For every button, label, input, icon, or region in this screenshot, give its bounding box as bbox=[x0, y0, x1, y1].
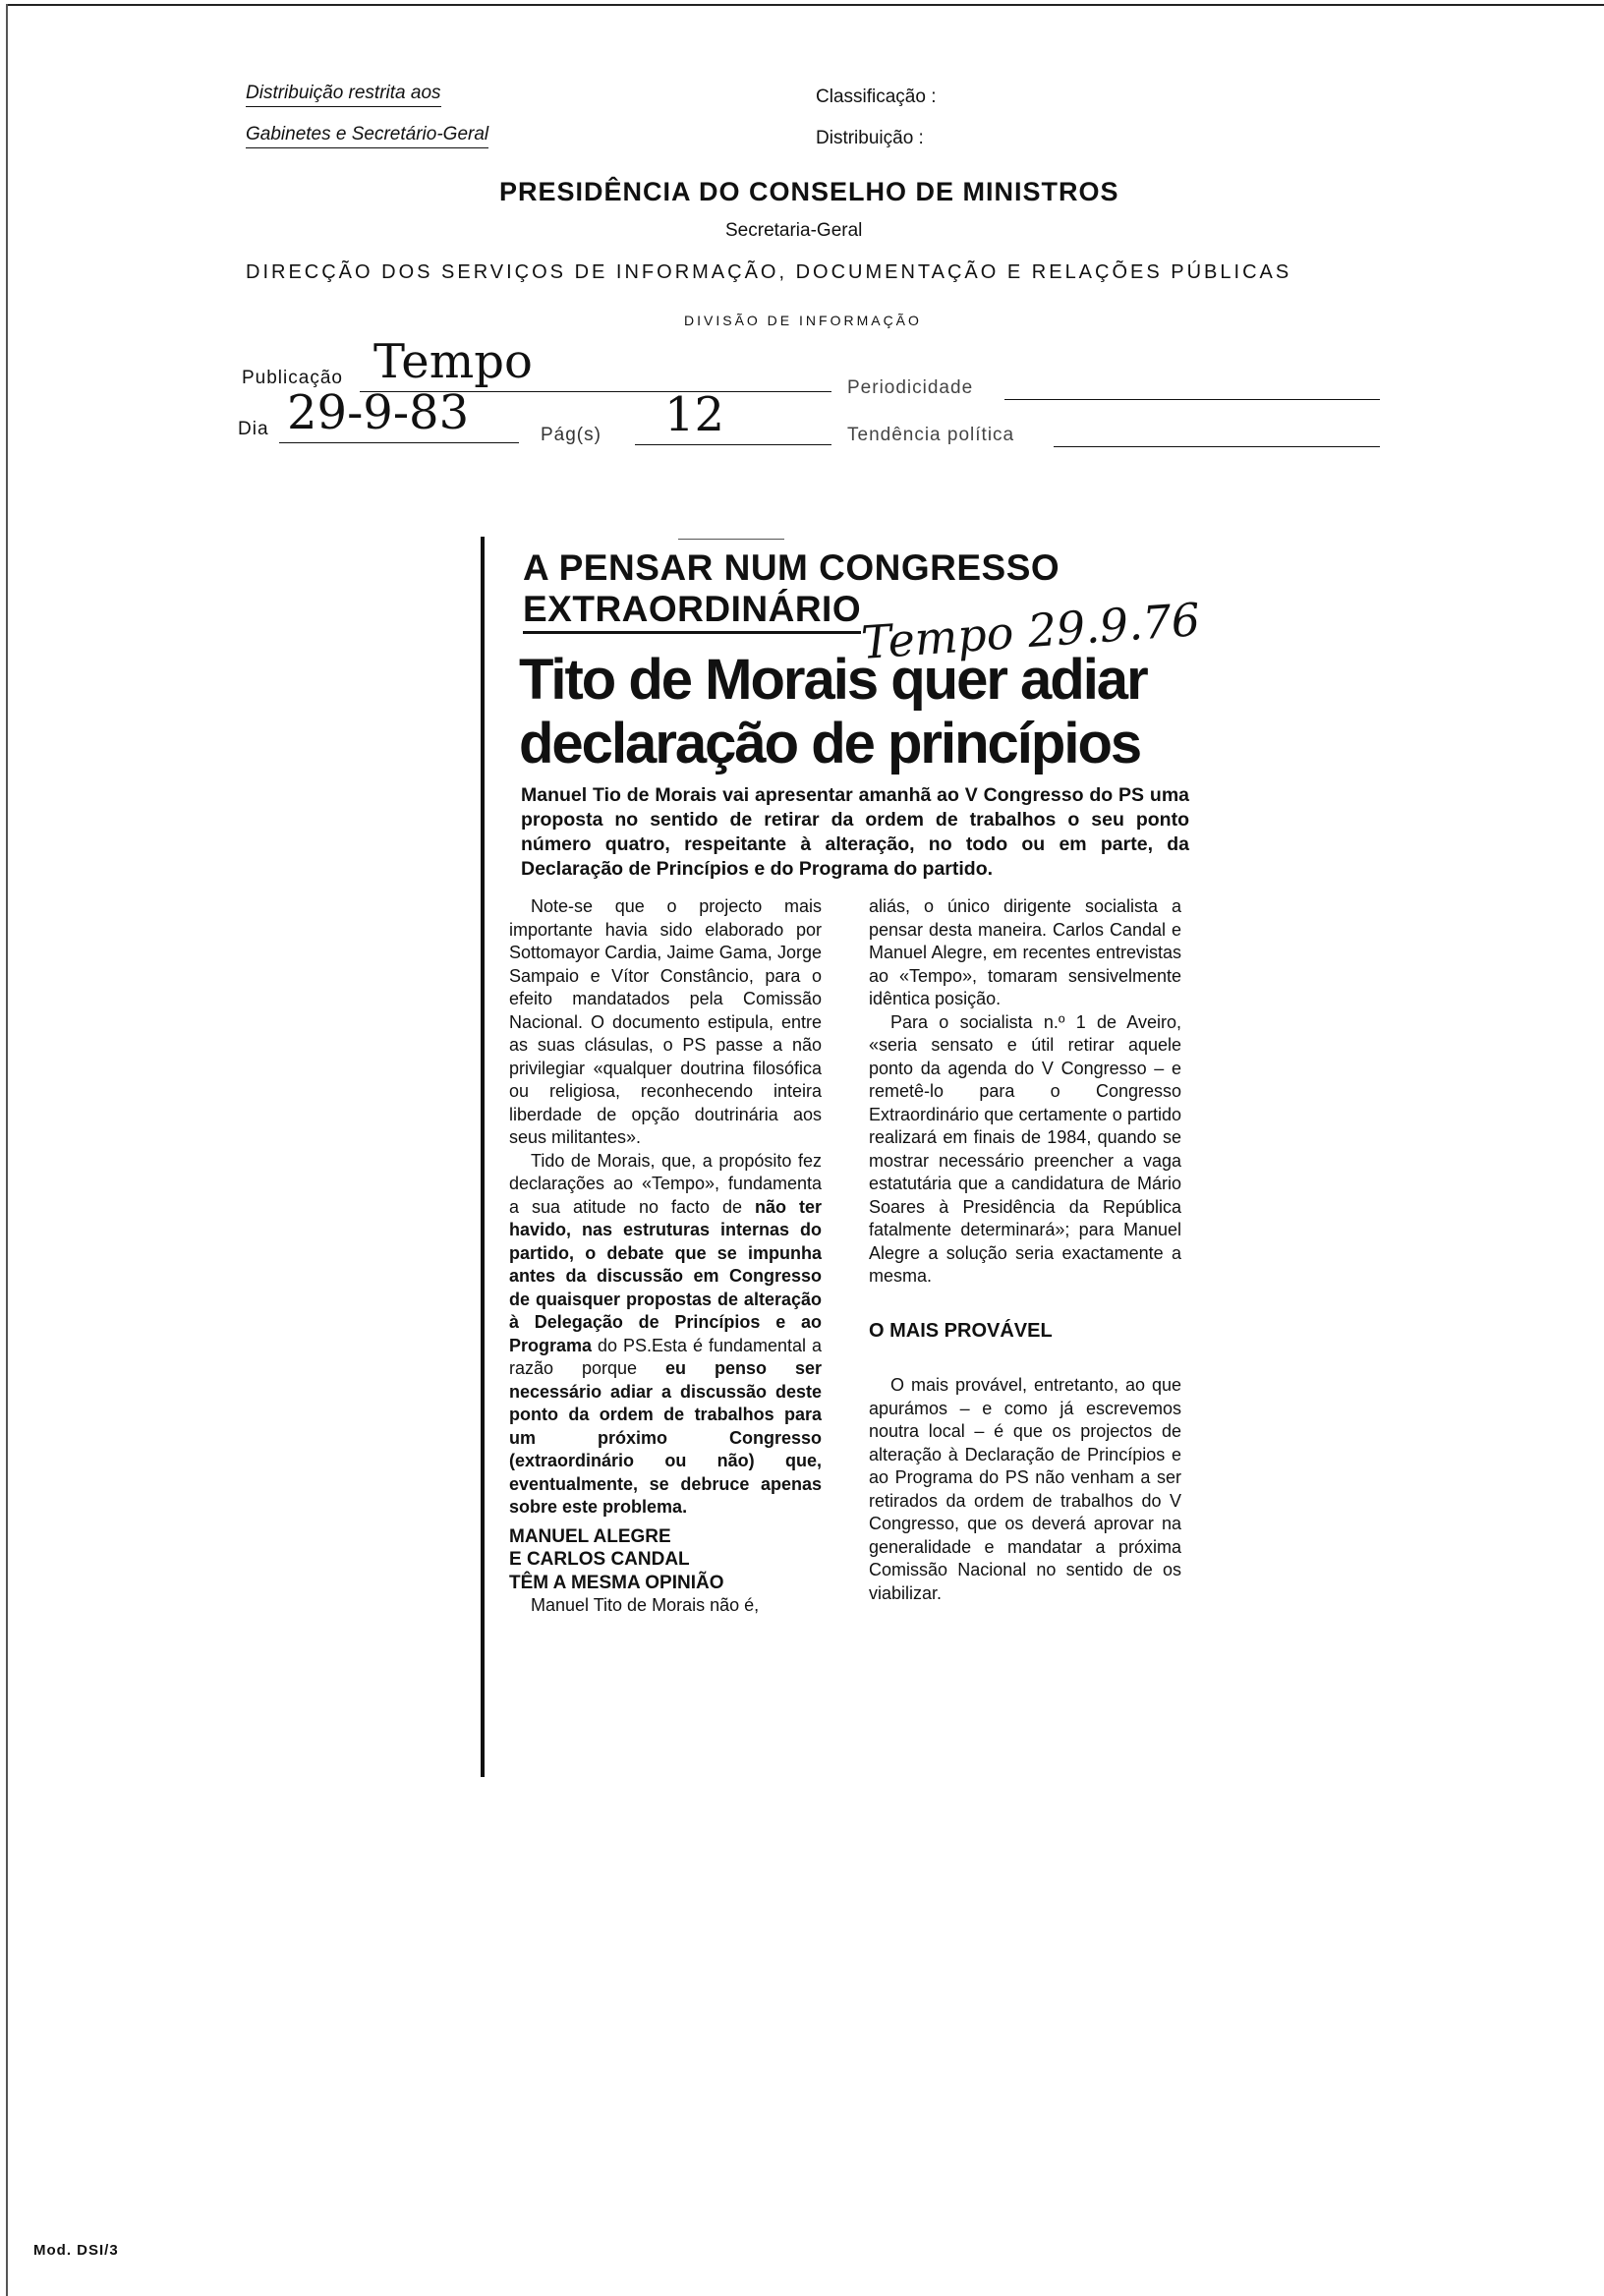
column2-paragraph2: Para o socialista n.º 1 de Aveiro, «seria sensato e útil retirar aquele ponto da agenda do V Congresso – e remetê-lo para o Congresso Extraordinário que certamente o partido realizará em finais de 1984, quando se mostrar necessário preencher a vaga estatutária que a candidatura de Mário Soares à Presidência da República fatalmente determinará»; para Manuel Alegre a solução seria exactamente a mesma. bbox=[869, 1011, 1181, 1286]
day-label: Dia bbox=[238, 419, 269, 439]
column2-paragraph3: O mais provável, entretanto, ao que apurámos – e como já escrevemos noutra local – é que os projectos de alteração à Declaração de Princípios e ao Programa do PS não venham a ser retirados da ordem de trabalhos do V Congresso, que os deverá aprovar na generalidade e mandatar a próxima Comissão Nacional no sentido de os viabilizar. bbox=[869, 1375, 1181, 1603]
document-title: PRESIDÊNCIA DO CONSELHO DE MINISTROS bbox=[499, 177, 1119, 206]
distribution-label: Distribuição : bbox=[816, 128, 924, 148]
page-border-left bbox=[6, 4, 8, 2296]
clipping-left-rule bbox=[481, 537, 485, 1777]
column2-subhead: O MAIS PROVÁVEL bbox=[869, 1319, 1053, 1342]
column1-subhead-line3: TÊM A MESMA OPINIÃO bbox=[509, 1572, 724, 1593]
article-lead bbox=[521, 783, 1189, 882]
pages-handwritten: 12 bbox=[664, 387, 725, 442]
classification-label: Classificação : bbox=[816, 86, 937, 107]
lead-paragraph: Manuel Tio de Morais vai apresentar amanhã ao V Congresso do PS uma proposta no sentido de retirar da ordem de trabalhos o seu ponto número quatro, respeitante à alteração, no todo ou em parte, da Declaração de Princípios e do Programa do partido. bbox=[521, 784, 1189, 880]
column1-paragraph2 bbox=[509, 1150, 822, 1520]
periodicity-label: Periodicidade bbox=[847, 377, 974, 398]
directorate-line: DIRECÇÃO DOS SERVIÇOS DE INFORMAÇÃO, DOCUMENTAÇÃO E RELAÇÕES PÚBLICAS bbox=[246, 261, 1292, 283]
publication-label: Publicação bbox=[242, 368, 343, 388]
political-tendency-label: Tendência política bbox=[847, 425, 1015, 445]
political-tendency-field-line bbox=[1054, 446, 1380, 447]
pages-field-line bbox=[635, 444, 831, 445]
column1-paragraph2-text-c: do PS.Esta é fundamental a razão porque bbox=[509, 1335, 822, 1378]
headline-line1: Tito de Morais quer adiar bbox=[519, 648, 1147, 712]
column1-paragraph2-text-a: Tido de Morais, que, a propósito fez declarações ao «Tempo», fundamenta a sua atitude no facto de bbox=[509, 1150, 822, 1217]
division-line: DIVISÃO DE INFORMAÇÃO bbox=[684, 313, 922, 328]
handwritten-date-note: Tempo 29.9.76 bbox=[859, 593, 1202, 669]
article-column-1 bbox=[509, 895, 822, 1618]
column1-paragraph2-bold-b: não ter havido, nas estruturas internas do partido, o debate que se impunha antes da discussão em Congresso de quaisquer propostas de alteração à Delegação de Princípios e ao Programa bbox=[509, 1196, 822, 1355]
periodicity-field-line bbox=[1004, 399, 1380, 400]
column2-paragraph1: aliás, o único dirigente socialista a pensar desta maneira. Carlos Candal e Manuel Alegre, em recentes entrevistas ao «Tempo», tomaram sensivelmente idêntica posição. bbox=[869, 896, 1181, 1008]
column1-paragraph3: Manuel Tito de Morais não é, bbox=[531, 1595, 760, 1615]
publication-handwritten: Tempo bbox=[373, 334, 533, 389]
clipping-top-rule bbox=[678, 539, 784, 540]
kicker-line2: EXTRAORDINÁRIO bbox=[523, 588, 861, 634]
restricted-distribution-line1: Distribuição restrita aos bbox=[246, 83, 441, 107]
article-column-2 bbox=[869, 895, 1181, 1605]
column1-subhead-line2: E CARLOS CANDAL bbox=[509, 1549, 690, 1570]
restricted-distribution-line2: Gabinetes e Secretário-Geral bbox=[246, 124, 488, 148]
pages-label: Pág(s) bbox=[541, 425, 602, 445]
form-code: Mod. DSI/3 bbox=[33, 2242, 119, 2259]
column1-paragraph1: Note-se que o projecto mais importante havia sido elaborado por Sottomayor Cardia, Jaime Gama, Jorge Sampaio e Vítor Constâncio, para o efeito mandatados pela Comissão Nacional. O documento estipula, entre as suas clásulas, o PS passe a não privilegiar «qualquer doutrina filosófica ou religiosa, reconhecendo inteira liberdade de opção doutrinária aos seus militantes». bbox=[509, 896, 822, 1147]
column1-subhead-line1: MANUEL ALEGRE bbox=[509, 1525, 671, 1547]
column1-paragraph2-bold-d: eu penso ser necessário adiar a discussão deste ponto da ordem de trabalhos para um próximo Congresso (extraordinário ou não) que, eventualmente, se debruce apenas sobre este problema. bbox=[509, 1358, 822, 1517]
day-field-line bbox=[279, 442, 519, 443]
kicker-line1: A PENSAR NUM CONGRESSO bbox=[523, 547, 1060, 588]
headline-line2: declaração de princípios bbox=[519, 712, 1141, 775]
day-handwritten: 29-9-83 bbox=[287, 385, 470, 440]
page-border-top bbox=[6, 4, 1604, 6]
document-subtitle: Secretaria-Geral bbox=[725, 220, 863, 241]
